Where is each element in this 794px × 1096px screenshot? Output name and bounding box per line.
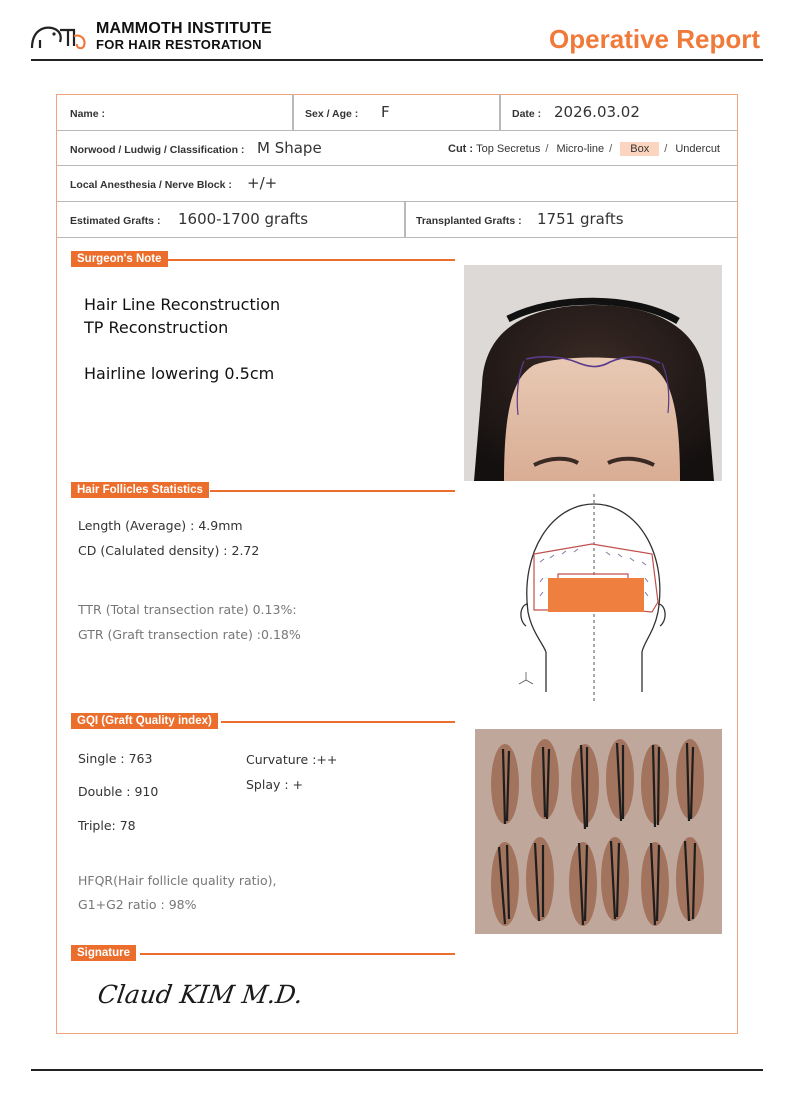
gqi-splay: Splay : +: [246, 777, 304, 792]
surgeon-signature: Claud KIM M.D.: [95, 980, 305, 1009]
gqi-single: Single : 763: [78, 751, 153, 766]
logo-name-line1: MAMMOTH INSTITUTE: [96, 20, 272, 37]
date-label: Date :: [512, 108, 542, 120]
stat-ttr: TTR (Total transection rate) 0.13%:: [78, 602, 297, 617]
row-separator: [292, 94, 294, 130]
stat-length: Length (Average) : 4.9mm: [78, 518, 243, 533]
info-row-classification: [56, 131, 738, 166]
patient-hairline-photo: [464, 265, 722, 481]
info-row-anesthesia: [56, 166, 738, 202]
surgeon-note-heading: Surgeon's Note: [71, 251, 168, 267]
section-rule: [221, 721, 455, 723]
gqi-hfqr-line2: G1+G2 ratio : 98%: [78, 897, 197, 912]
stat-cd: CD (Calulated density) : 2.72: [78, 543, 260, 558]
cut-option-undercut: Undercut: [675, 143, 720, 155]
transplanted-grafts-value: 1751 grafts: [537, 210, 624, 228]
sex-age-label: Sex / Age :: [305, 108, 359, 120]
note-line-2: TP Reconstruction: [84, 318, 229, 337]
info-row-grafts: [56, 202, 738, 238]
donor-area-diagram: [512, 492, 674, 702]
transplanted-grafts-label: Transplanted Grafts :: [416, 215, 522, 227]
bottom-divider: [31, 1069, 763, 1071]
cut-label: Cut :: [448, 143, 474, 155]
cut-options: Cut : Top Secretus / Micro-line / Box / Undercut: [448, 143, 720, 155]
name-label: Name :: [70, 108, 106, 120]
date-value: 2026.03.02: [554, 103, 640, 121]
row-separator: [499, 94, 501, 130]
cut-option-micro-line: Micro-line: [556, 143, 605, 155]
info-row-name: [56, 94, 738, 131]
gqi-curvature: Curvature :++: [246, 752, 338, 767]
follicle-grafts-photo: [475, 729, 722, 934]
estimated-grafts-label: Estimated Grafts :: [70, 215, 161, 227]
follicle-stats-heading: Hair Follicles Statistics: [71, 482, 209, 498]
row-separator: [404, 202, 406, 237]
gqi-triple: Triple: 78: [78, 818, 136, 833]
section-rule: [140, 953, 455, 955]
gqi-heading: GQI (Graft Quality index): [71, 713, 218, 729]
cut-option-box-selected: Box: [620, 142, 659, 156]
top-divider: [31, 59, 763, 61]
logo-name-line2: FOR HAIR RESTORATION: [96, 37, 262, 52]
gqi-double: Double : 910: [78, 784, 159, 799]
anesthesia-value: +/+: [247, 174, 278, 192]
signature-heading: Signature: [71, 945, 136, 961]
note-line-3: Hairline lowering 0.5cm: [84, 364, 275, 383]
classification-value: M Shape: [257, 139, 322, 157]
gqi-hfqr-line1: HFQR(Hair follicle quality ratio),: [78, 873, 277, 888]
section-rule: [210, 490, 455, 492]
logo-icon: [30, 22, 92, 50]
sex-age-value: F: [381, 103, 390, 121]
anesthesia-label: Local Anesthesia / Nerve Block :: [70, 179, 232, 191]
report-title: Operative Report: [549, 24, 760, 54]
classification-label: Norwood / Ludwig / Classification :: [70, 144, 245, 156]
section-rule: [165, 259, 455, 261]
note-line-1: Hair Line Reconstruction: [84, 295, 281, 314]
estimated-grafts-value: 1600-1700 grafts: [178, 210, 309, 228]
cut-option-top-secretus: Top Secretus: [476, 143, 541, 155]
stat-gtr: GTR (Graft transection rate) :0.18%: [78, 627, 301, 642]
